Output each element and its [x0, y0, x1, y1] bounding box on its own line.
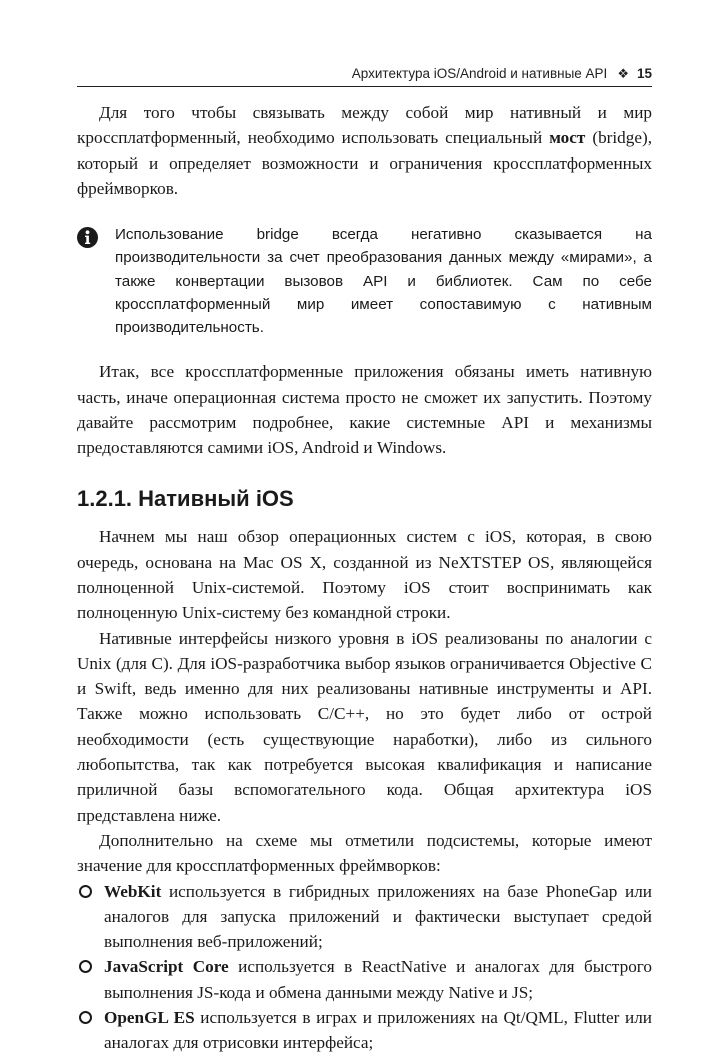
section-paragraph: Нативные интерфейсы низкого уровня в iOS реализованы по аналогии с Unix (для C). Для iOS-разработчика выбор языков ограничивается Objective C и Swift, ведь именно для них реализованы нативные инструменты и API. Также можно использовать C/C++, но это будет либо от острой необходимости (есть существующие наработки), либо из сильного любопытства, так как потребуется высокая квалификация и написание приличной базы вспомогательного кода. Общая архитектура iOS представлена ниже. — [77, 628, 652, 825]
bullet-circle-icon — [79, 1011, 92, 1024]
bullet-term: WebKit — [104, 881, 162, 901]
page-number: 15 — [636, 66, 652, 81]
section-paragraph: Дополнительно на схеме мы отметили подсистемы, которые имеют значение для кроссплатформенных фреймворков: — [77, 830, 652, 876]
info-note — [77, 223, 652, 339]
list-item — [77, 1005, 652, 1056]
intro-bold-term: мост — [549, 128, 586, 148]
bullet-text: используется в играх и приложениях на Qt/QML, Flutter или аналогах для отрисовки интерфейса; — [104, 1008, 652, 1053]
page-content — [77, 100, 652, 1056]
intro-paragraph — [77, 100, 652, 201]
ornament-icon: ❖ — [617, 66, 629, 81]
info-icon — [77, 227, 98, 248]
summary-paragraph: Итак, все кроссплатформенные приложения обязаны иметь нативную часть, иначе операционная система просто не сможет их запустить. Поэтому давайте рассмотрим подробнее, какие системные API и механизмы предоставляются самими iOS, Android и Windows. — [77, 362, 652, 458]
bullet-text: используется в гибридных приложениях на базе PhoneGap или аналогов для запуска приложений и фактически выступает средой выполнения веб-приложений; — [104, 881, 652, 952]
intro-text-end: (bridge), который и определяет возможности и ограничения кроссплатформенных фреймворков. — [77, 128, 652, 198]
list-item — [77, 879, 652, 955]
running-header — [77, 66, 652, 87]
bullet-term: JavaScript Core — [104, 957, 229, 977]
section-heading: 1.2.1. Нативный iOS — [77, 486, 294, 512]
intro-text-start: Для того чтобы связывать между собой мир нативный и мир кроссплатформенный, необходимо использовать специальный — [77, 103, 652, 148]
bullet-text: используется в ReactNative и аналогах для быстрого выполнения JS-кода и обмена данными между Native и JS; — [104, 957, 652, 1002]
section-paragraph: Начнем мы наш обзор операционных систем с iOS, которая, в свою очередь, основана на Mac OS X, созданной из NeXTSTEP OS, являющейся полноценной Unix-системой. Поэтому iOS стоит воспринимать как полноценную Unix-систему без командной строки. — [77, 527, 652, 623]
bullet-term: OpenGL ES — [104, 1008, 195, 1028]
running-title: Архитектура iOS/Android и нативные API — [351, 66, 608, 81]
bullet-circle-icon — [79, 885, 92, 898]
bullet-circle-icon — [79, 960, 92, 973]
note-text: Использование bridge всегда негативно сказывается на производительности за счет преобразования данных между «мирами», а также конвертации вызовов API и библиотек. Сам по себе кроссплатформенный мир имеет сопоставимую с нативным производительность. — [115, 226, 652, 336]
list-item — [77, 954, 652, 1005]
subsystem-list — [77, 879, 652, 1056]
